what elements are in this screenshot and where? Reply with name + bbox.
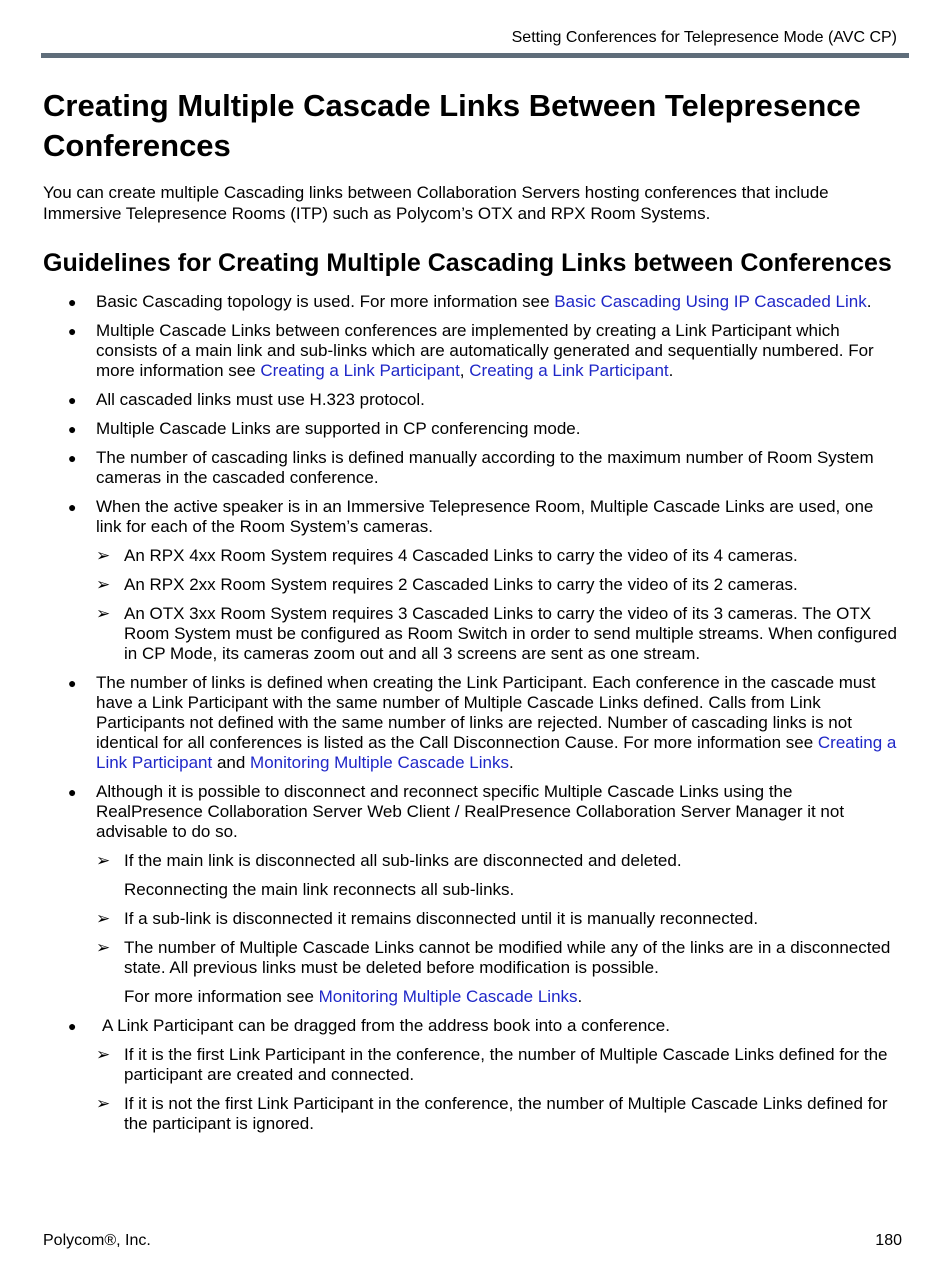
sub-list <box>96 546 903 664</box>
list-item <box>43 390 903 410</box>
bullet-icon: ● <box>68 392 77 408</box>
item-text: , <box>459 361 470 380</box>
sub-note <box>96 987 903 1007</box>
item-text: All cascaded links must use H.323 protocol. <box>96 390 425 409</box>
link-creating-link-participant[interactable]: Creating a Link Participant <box>96 733 897 772</box>
link-creating-link-participant[interactable]: Creating a Link Participant <box>260 361 460 380</box>
sub-note: Reconnecting the main link reconnects all sub-links. <box>124 880 515 899</box>
sub-list-item <box>96 938 903 978</box>
page-number: 180 <box>875 1232 902 1249</box>
item-text: If the main link is disconnected all sub-links are disconnected and deleted. <box>124 851 682 870</box>
arrow-bullet-icon: ➢ <box>96 909 111 928</box>
item-text: and <box>212 753 251 772</box>
sub-list-item <box>96 1094 903 1134</box>
sub-list-item <box>96 604 903 664</box>
bullet-icon: ● <box>68 294 77 310</box>
item-text: Multiple Cascade Links between conferences are implemented by creating a Link Participant which consists of a main link and sub-links which are automatically generated and sequentially numbered. For more information see <box>96 321 874 380</box>
sub-list <box>96 1045 903 1134</box>
list-item <box>43 497 903 664</box>
item-text: Multiple Cascade Links are supported in CP conferencing mode. <box>96 419 581 438</box>
bullet-icon: ● <box>68 323 77 339</box>
list-item <box>43 782 903 1007</box>
item-text: A Link Participant can be dragged from the address book into a conference. <box>102 1016 670 1035</box>
sub-list-item <box>96 851 903 871</box>
guidelines-list <box>43 292 903 1134</box>
sub-list-item <box>96 909 903 929</box>
item-text: When the active speaker is in an Immersive Telepresence Room, Multiple Cascade Links are used, one link for each of the Room System’s cameras. <box>96 497 874 536</box>
header-rule <box>41 53 909 58</box>
sub-list <box>96 851 903 1007</box>
item-text: The number of links is defined when creating the Link Participant. Each conference in the cascade must have a Link Participant with the same number of Multiple Cascade Links defined. Calls from Link Participants not defined with the same number of links are rejected. Number of cascading links is not identical for all conferences is listed as the Call Disconnection Cause. For more information see <box>96 673 876 752</box>
item-text: If it is not the first Link Participant in the conference, the number of Multiple Cascade Links defined for the participant is ignored. <box>124 1094 888 1133</box>
bullet-icon: ● <box>68 784 77 800</box>
item-text: An RPX 2xx Room System requires 2 Cascaded Links to carry the video of its 2 cameras. <box>124 575 798 594</box>
arrow-bullet-icon: ➢ <box>96 546 111 565</box>
section-title: Guidelines for Creating Multiple Cascading Links between Conferences <box>43 249 892 277</box>
running-header: Setting Conferences for Telepresence Mode (AVC CP) <box>511 29 897 46</box>
link-monitoring-cascade-links[interactable]: Monitoring Multiple Cascade Links <box>250 753 509 772</box>
item-text: The number of cascading links is defined manually according to the maximum number of Room System cameras in the cascaded conference. <box>96 448 874 487</box>
link-basic-cascading[interactable]: Basic Cascading Using IP Cascaded Link <box>554 292 867 311</box>
main-content <box>43 86 903 1143</box>
item-text: If it is the first Link Participant in the conference, the number of Multiple Cascade Links defined for the participant are created and connected. <box>124 1045 888 1084</box>
arrow-bullet-icon: ➢ <box>96 851 111 870</box>
arrow-bullet-icon: ➢ <box>96 575 111 594</box>
list-item <box>43 673 903 773</box>
list-item <box>43 292 903 312</box>
sub-list-item <box>96 546 903 566</box>
item-text: . <box>577 987 583 1006</box>
link-monitoring-cascade-links[interactable]: Monitoring Multiple Cascade Links <box>318 987 578 1006</box>
arrow-bullet-icon: ➢ <box>96 1045 111 1064</box>
list-item <box>43 448 903 488</box>
list-item <box>43 1016 903 1134</box>
item-text: Basic Cascading topology is used. For more information see <box>96 292 555 311</box>
bullet-icon: ● <box>68 675 77 691</box>
bullet-icon: ● <box>68 1018 77 1034</box>
item-text: If a sub-link is disconnected it remains disconnected until it is manually reconnected. <box>124 909 759 928</box>
item-text: The number of Multiple Cascade Links cannot be modified while any of the links are in a disconnected state. All previous links must be deleted before modification is possible. <box>124 938 891 977</box>
item-text: . <box>866 292 872 311</box>
item-text: An RPX 4xx Room System requires 4 Cascaded Links to carry the video of its 4 cameras. <box>124 546 798 565</box>
link-creating-link-participant[interactable]: Creating a Link Participant <box>469 361 669 380</box>
item-text: . <box>668 361 674 380</box>
bullet-icon: ● <box>68 450 77 466</box>
arrow-bullet-icon: ➢ <box>96 938 111 957</box>
intro-paragraph: You can create multiple Cascading links between Collaboration Servers hosting conferences that include Immersive Telepresence Rooms (ITP) such as Polycom’s OTX and RPX Room Systems. <box>43 183 829 223</box>
bullet-icon: ● <box>68 499 77 515</box>
bullet-icon: ● <box>68 421 77 437</box>
arrow-bullet-icon: ➢ <box>96 1094 111 1113</box>
item-text: . <box>508 753 514 772</box>
sub-list-item <box>96 575 903 595</box>
sub-list-item <box>96 1045 903 1085</box>
list-item <box>43 419 903 439</box>
footer-company: Polycom®, Inc. <box>43 1232 151 1249</box>
arrow-bullet-icon: ➢ <box>96 604 111 623</box>
page-title: Creating Multiple Cascade Links Between Telepresence Conferences <box>43 88 861 163</box>
item-text: An OTX 3xx Room System requires 3 Cascaded Links to carry the video of its 3 cameras. The OTX Room System must be configured as Room Switch in order to send multiple streams. When configured in CP Mode, its cameras zoom out and all 3 screens are sent as one stream. <box>124 604 897 663</box>
list-item <box>43 321 903 381</box>
item-text: Although it is possible to disconnect and reconnect specific Multiple Cascade Links using the RealPresence Collaboration Server Web Client / RealPresence Collaboration Server Manager it not advisable to do so. <box>96 782 845 841</box>
item-text: For more information see <box>124 987 319 1006</box>
